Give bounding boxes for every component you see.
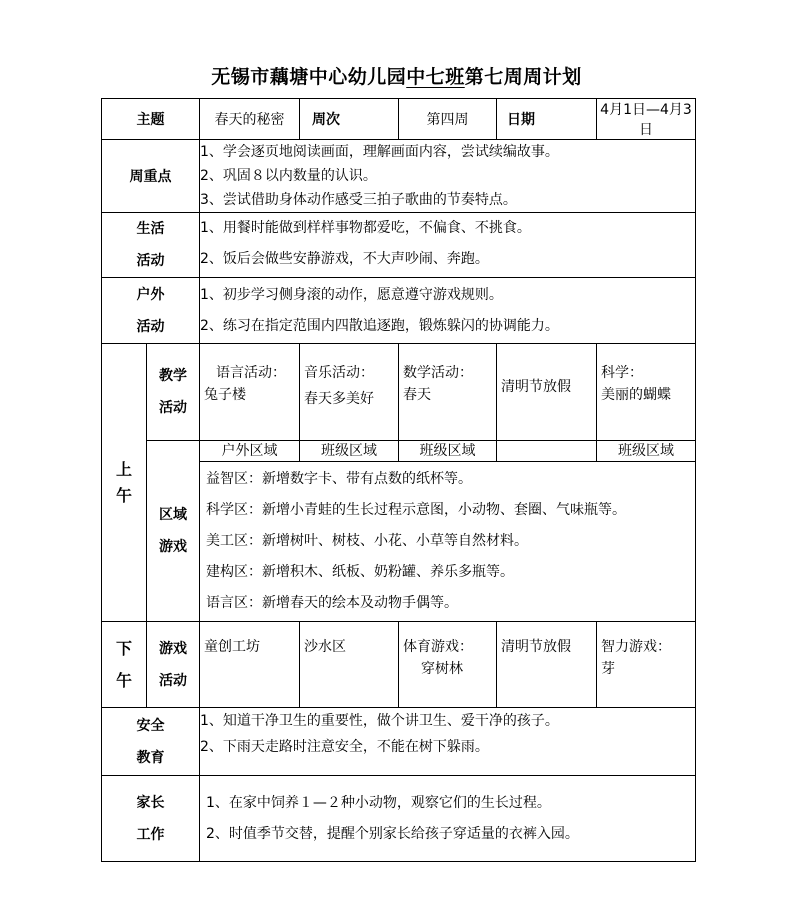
activity-type: 清明节放假 [501,639,571,655]
list-item: 建构区：新增积木、纸板、奶粉罐、养乐多瓶等。 [206,564,514,580]
label-line: 教育 [136,749,165,766]
label-line: 活动 [136,253,165,269]
activity-type: 沙水区 [304,639,346,655]
list-item: 2、饭后会做些安静游戏，不大声吵闹、奔跑。 [200,251,489,267]
activity-name: 兔子楼 [204,387,246,403]
activity-name: 春天多美好 [304,391,374,407]
area-games-label [147,441,200,622]
weekly-focus-content [200,140,696,213]
activity-name: 春天 [403,387,431,403]
safety-content [200,708,696,776]
life-activity-row [102,213,696,278]
outdoor-activity-content [200,278,696,344]
teaching-day-1 [200,344,300,441]
activity-type: 童创工坊 [204,639,260,655]
parents-content [200,776,696,862]
label-line: 户外 [136,286,165,303]
afternoon-day-2 [300,622,399,708]
morning-label [102,344,147,622]
morning-teaching-row [102,344,696,441]
zone-day-2: 班级区域 [300,441,399,462]
label-line: 生活 [136,221,165,237]
outdoor-activity-row [102,278,696,344]
afternoon-day-3 [399,622,497,708]
list-item: 2、练习在指定范围内四散追逐跑，锻炼躲闪的协调能力。 [200,317,559,334]
activity-type: 清明节放假 [501,379,571,395]
label-line: 游戏 [159,539,187,555]
outdoor-activity-label [102,278,200,344]
parents-label [102,776,200,862]
label-line: 活动 [159,400,187,416]
activity-type: 数学活动： [403,365,473,381]
teaching-day-3 [399,344,497,441]
label-line: 活动 [159,672,187,689]
list-item: 3、尝试借助身体动作感受三拍子歌曲的节奏特点。 [200,192,517,208]
week-value: 第四周 [399,99,497,140]
list-item: 1、知道干净卫生的重要性，做个讲卫生、爱干净的孩子。 [200,713,559,729]
teaching-label [147,344,200,441]
label-line: 上 [115,459,132,479]
activity-name: 穿树林 [421,661,463,677]
label-line: 下 [115,638,132,658]
activity-type: 体育游戏： [403,639,473,655]
list-item: 语言区：新增春天的绘本及动物手偶等。 [206,595,458,611]
list-item: 2、时值季节交替，提醒个别家长给孩子穿适量的衣裤入园。 [206,826,579,842]
label-line: 游戏 [159,640,187,657]
weekly-plan-table [101,98,696,862]
header-row [102,99,696,140]
afternoon-day-4 [497,622,597,708]
label-line: 午 [115,670,132,690]
date-label: 日期 [497,99,597,140]
afternoon-day-1 [200,622,300,708]
label-line: 工作 [136,826,165,843]
zones-row [102,441,696,462]
weekly-focus-row [102,140,696,213]
title-suffix: 第七周周计划 [464,66,582,88]
life-activity-label [102,213,200,278]
label-line: 教学 [159,368,187,384]
life-activity-content [200,213,696,278]
theme-label: 主题 [102,99,200,140]
parents-row [102,776,696,862]
afternoon-day-5 [597,622,696,708]
zone-day-1: 户外区域 [200,441,300,462]
area-games-content [200,462,696,622]
title-class: 中七班 [406,66,465,88]
activity-type: 语言活动： [216,365,286,381]
activity-type: 音乐活动： [304,365,374,381]
label-line: 午 [115,485,132,505]
label-line: 活动 [136,318,165,335]
list-item: 1、学会逐页地阅读画面，理解画面内容，尝试续编故事。 [200,144,559,160]
activity-name: 美丽的蝴蝶 [601,387,671,403]
afternoon-label [102,622,147,708]
zone-day-4 [497,441,597,462]
afternoon-games-label [147,622,200,708]
theme-value: 春天的秘密 [200,99,300,140]
safety-row [102,708,696,776]
list-item: 1、用餐时能做到样样事物都爱吃，不偏食、不挑食。 [200,220,531,236]
list-item: 1、在家中饲养１—２种小动物，观察它们的生长过程。 [206,795,551,811]
page-title [0,62,793,89]
label-line: 家长 [136,794,165,811]
list-item: 益智区：新增数字卡、带有点数的纸杯等。 [206,471,472,487]
teaching-day-5 [597,344,696,441]
safety-label [102,708,200,776]
week-label: 周次 [300,99,399,140]
activity-type: 智力游戏： [601,639,671,655]
title-school: 无锡市藕塘中心幼儿园 [211,66,407,88]
list-item: 科学区：新增小青蛙的生长过程示意图，小动物、套圈、气味瓶等。 [206,502,626,518]
activity-name: 芽 [601,661,615,677]
list-item: 2、巩固８以内数量的认识。 [200,168,377,184]
zone-day-5: 班级区域 [597,441,696,462]
label-line: 区域 [159,507,187,523]
teaching-day-2 [300,344,399,441]
list-item: 1、初步学习侧身滚的动作，愿意遵守游戏规则。 [200,286,503,303]
label-line: 安全 [136,717,165,734]
zone-day-3: 班级区域 [399,441,497,462]
list-item: 2、下雨天走路时注意安全，不能在树下躲雨。 [200,739,489,755]
date-value: 4月1日—4月3日 [597,99,696,140]
afternoon-row [102,622,696,708]
teaching-day-4 [497,344,597,441]
weekly-focus-label: 周重点 [102,140,200,213]
activity-type: 科学： [601,365,643,381]
list-item: 美工区：新增树叶、树枝、小花、小草等自然材料。 [206,533,528,549]
